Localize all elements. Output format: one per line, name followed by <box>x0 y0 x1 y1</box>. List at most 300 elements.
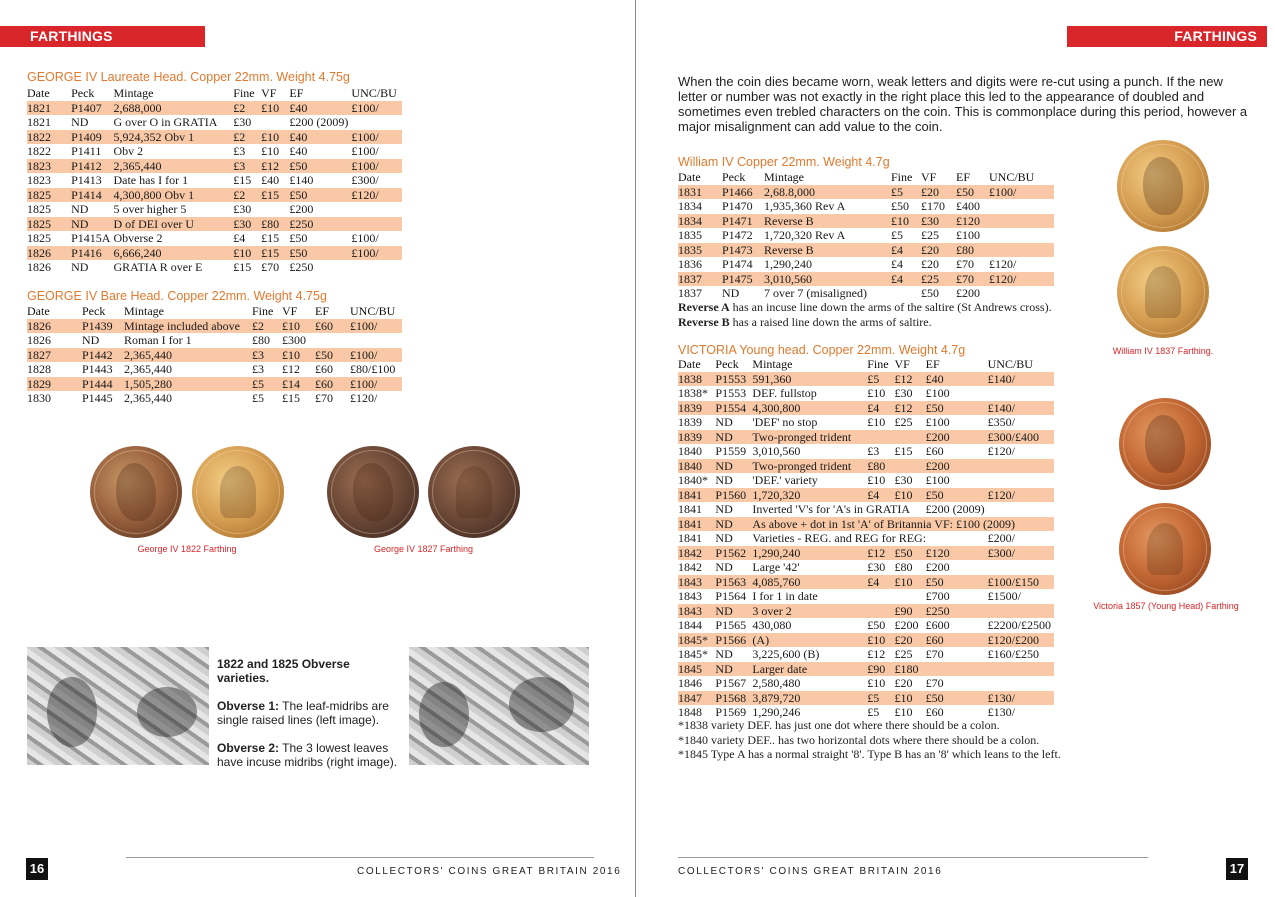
table-cell: £10 <box>894 691 925 706</box>
table-cell: £2 <box>233 130 261 145</box>
table-cell: 1,720,320 <box>752 488 867 503</box>
table-row <box>678 401 1054 416</box>
table-cell <box>867 604 894 619</box>
table-cell: P1475 <box>722 272 764 287</box>
table-cell: 1848 <box>678 705 702 720</box>
laureate-title: GEORGE IV Laureate Head. Copper 22mm. Weight 4.75g <box>27 70 350 84</box>
table-row <box>678 286 1054 301</box>
table-cell <box>988 604 1054 619</box>
table-cell: £40 <box>926 372 988 387</box>
victoria-coin-obverse <box>1119 398 1211 490</box>
table-cell: P1466 <box>722 185 764 200</box>
table-cell: £100/ <box>989 185 1054 200</box>
table-cell: £3 <box>233 159 261 174</box>
table-row <box>678 272 1054 287</box>
table-row <box>27 377 402 392</box>
table-cell: £10 <box>894 575 925 590</box>
table-cell: £80 <box>894 560 913 575</box>
table-cell: £5 <box>891 228 903 243</box>
table-cell: £80 <box>252 333 270 348</box>
table-cell: £10 <box>867 386 886 401</box>
table-row <box>27 348 402 363</box>
intro-paragraph: When the coin dies became worn, weak letters and digits were re-cut using a punch. If the new letter or number was not exactly in the right place this led to the appearance of doubled and sometimes even trebled characters on the coin. This is commonplace during this period, however a major misalignment can add value to the coin. <box>678 74 1248 134</box>
table-cell <box>351 217 402 232</box>
table-cell: £250 <box>926 604 988 619</box>
table-row <box>27 202 402 217</box>
table-row <box>678 257 1054 272</box>
table-cell: £2 <box>252 319 282 334</box>
table-cell: P1472 <box>722 228 753 243</box>
table-cell: £30 <box>894 386 913 401</box>
table-cell: P1415A <box>71 231 111 246</box>
table-cell: £4 <box>891 257 903 272</box>
table-cell: £120/ <box>988 488 1054 503</box>
column-header: Peck <box>71 86 95 101</box>
table-cell: 1826 <box>27 333 51 348</box>
column-header: VF <box>282 304 298 319</box>
table-row <box>27 173 402 188</box>
table-cell: £200 <box>925 560 950 575</box>
page-number: 16 <box>26 858 48 880</box>
table-cell <box>351 202 402 217</box>
table-cell: £4 <box>891 272 921 287</box>
table-cell: 1834 <box>678 214 722 229</box>
table-cell: 5 over higher 5 <box>113 202 187 217</box>
table-cell: 1,505,280 <box>124 377 252 392</box>
table-cell: £300/£400 <box>988 430 1054 445</box>
table-row <box>27 144 402 159</box>
column-header: Date <box>27 304 50 319</box>
left-page <box>0 0 636 897</box>
column-header: Date <box>27 86 50 101</box>
victoria-coin-reverse <box>1119 503 1211 595</box>
table-cell: £15 <box>894 444 913 459</box>
column-header: Date <box>678 170 701 185</box>
table-cell <box>894 430 925 445</box>
table-cell: Date has I for 1 <box>113 173 189 188</box>
table-cell: £10 <box>261 130 289 145</box>
table-cell: £50 <box>289 188 351 203</box>
table-cell: 1839 <box>678 430 715 445</box>
table-cell: P1442 <box>82 348 124 363</box>
table-cell: £100/ <box>351 231 379 246</box>
table-header-row <box>678 357 1054 372</box>
table-cell: £100 <box>925 473 950 488</box>
table-cell: £200 <box>926 430 988 445</box>
table-cell: £30 <box>894 473 913 488</box>
table-cell: P1416 <box>71 246 113 261</box>
table-cell: £10 <box>867 415 886 430</box>
obverse2-closeup-image <box>409 647 589 765</box>
table-cell: £50 <box>289 159 351 174</box>
table-cell: 2,365,440 <box>124 348 252 363</box>
table-row <box>678 214 1054 229</box>
table-cell: £100/ <box>350 348 402 363</box>
table-cell: ND <box>715 560 733 575</box>
table-row <box>678 386 1054 401</box>
table-cell: £80 <box>867 459 894 474</box>
table-row <box>678 676 1054 691</box>
table-cell: ND <box>71 115 89 130</box>
table-cell: 2,365,440 <box>124 391 172 406</box>
table-cell: £100 <box>925 386 950 401</box>
column-header: Mintage <box>113 86 154 101</box>
coin-1822-obverse <box>90 446 182 538</box>
table-cell: £400 <box>956 199 980 214</box>
table-cell: 'DEF' no stop <box>752 415 818 430</box>
column-header: Peck <box>82 304 106 319</box>
table-cell: P1554 <box>715 401 752 416</box>
table-cell: 1821 <box>27 101 71 116</box>
table-cell: £10 <box>261 101 289 116</box>
table-row <box>678 560 1054 575</box>
table-cell: £90 <box>894 604 925 619</box>
table-cell: As above + dot in 1st 'A' of Britannia VF: £100 (2009) <box>752 517 1054 532</box>
table-cell: ND <box>715 415 733 430</box>
table-cell: £100/ <box>351 130 402 145</box>
column-header: Fine <box>867 357 889 372</box>
table-cell: £60 <box>925 444 944 459</box>
table-cell: P1565 <box>715 618 747 633</box>
coin-1827-obverse <box>327 446 419 538</box>
table-cell: Large '42' <box>752 560 800 575</box>
table-cell: £120/ <box>987 444 1015 459</box>
table-cell: £100 <box>956 228 980 243</box>
footer-rule <box>678 857 1148 858</box>
right-page <box>637 0 1275 897</box>
table-cell: 3 over 2 <box>752 604 867 619</box>
table-row <box>678 372 1054 387</box>
column-header: Fine <box>252 304 274 319</box>
column-header: Date <box>678 357 701 372</box>
table-cell: 1841 <box>678 517 715 532</box>
table-cell: £1500/ <box>987 589 1021 604</box>
reverse-a-note: Reverse A has an incuse line down the arms of the saltire (St Andrews cross). <box>678 300 1052 314</box>
table-cell: 7 over 7 (misaligned) <box>764 286 867 301</box>
table-row <box>27 115 402 130</box>
table-cell <box>351 115 402 130</box>
table-cell: ND <box>715 647 733 662</box>
table-row <box>678 618 1054 633</box>
table-row <box>27 333 402 348</box>
column-header: Peck <box>722 170 746 185</box>
table-cell: £5 <box>867 705 880 720</box>
table-cell: £140/ <box>988 401 1054 416</box>
table-cell: 1823 <box>27 159 71 174</box>
table-row <box>678 415 1054 430</box>
table-cell: P1553 <box>715 386 747 401</box>
table-cell <box>988 662 1054 677</box>
column-header: Mintage <box>124 304 164 319</box>
table-cell: £25 <box>894 647 913 662</box>
table-cell: 3,225,600 (B) <box>752 647 820 662</box>
table-cell: £250 <box>289 217 351 232</box>
table-cell: 6,666,240 <box>113 246 233 261</box>
table-cell: £25 <box>894 415 913 430</box>
victoria-title: VICTORIA Young head. Copper 22mm. Weight 4.7g <box>678 343 966 357</box>
table-row <box>27 217 402 232</box>
table-cell: £50 <box>956 185 989 200</box>
table-row <box>27 188 402 203</box>
table-cell: £130/ <box>987 705 1015 720</box>
obverse1-closeup-image <box>27 647 209 765</box>
table-cell: 1822 <box>27 130 71 145</box>
table-row <box>678 459 1054 474</box>
table-cell: £100/ <box>350 319 402 334</box>
table-cell: ND <box>715 430 752 445</box>
table-cell: 1846 <box>678 676 702 691</box>
table-row <box>27 319 402 334</box>
varieties-heading: 1822 and 1825 Obverse varieties. <box>217 657 350 685</box>
table-cell: Two-pronged trident <box>752 459 867 474</box>
table-cell: 1845 <box>678 662 715 677</box>
table-cell: 1845* <box>678 647 708 662</box>
table-cell: 2,68.8,000 <box>764 185 891 200</box>
table-cell: ND <box>71 202 89 217</box>
william-caption: William IV 1837 Farthing. <box>1112 346 1214 356</box>
footnote: *1838 variety DEF. has just one dot where there should be a colon. <box>678 718 1000 732</box>
footer-title: COLLECTORS' COINS GREAT BRITAIN 2016 <box>678 866 943 877</box>
table-cell: £50 <box>926 691 988 706</box>
william-coin-obverse <box>1117 140 1209 232</box>
table-cell: ND <box>715 517 752 532</box>
table-cell: 1836 <box>678 257 702 272</box>
table-cell: ND <box>715 502 733 517</box>
table-cell: £12 <box>894 372 925 387</box>
table-row <box>678 604 1054 619</box>
column-header: VF <box>921 170 937 185</box>
coin-1827-reverse <box>428 446 520 538</box>
table-cell <box>867 430 894 445</box>
table-row <box>27 260 402 275</box>
table-cell <box>315 333 350 348</box>
table-cell: 1841 <box>678 531 702 546</box>
table-cell: 1843 <box>678 589 702 604</box>
table-cell: £3 <box>867 444 880 459</box>
table-cell: £4 <box>867 401 894 416</box>
table-cell: 1840* <box>678 473 708 488</box>
table-cell: P1470 <box>722 199 753 214</box>
table-cell <box>989 199 1054 214</box>
table-cell: (A) <box>752 633 867 648</box>
table-cell: £15 <box>233 260 252 275</box>
table-cell: £10 <box>282 319 315 334</box>
table-cell <box>261 202 289 217</box>
footer-rule <box>126 857 594 858</box>
table-cell: 2,365,440 <box>124 362 172 377</box>
table-cell <box>350 333 402 348</box>
table-cell: £15 <box>261 188 289 203</box>
table-cell: P1553 <box>715 372 752 387</box>
table-cell: £70 <box>925 647 944 662</box>
table-cell: £12 <box>894 401 925 416</box>
table-cell: £70 <box>925 676 944 691</box>
table-cell: £100/£150 <box>988 575 1054 590</box>
table-cell: 1,935,360 Rev A <box>764 199 846 214</box>
table-cell: £4 <box>867 488 894 503</box>
column-header: EF <box>315 304 330 319</box>
column-header: VF <box>894 357 910 372</box>
table-cell: G over O in GRATIA <box>113 115 218 130</box>
table-row <box>678 444 1054 459</box>
table-cell: £30 <box>233 217 261 232</box>
table-cell: P1443 <box>82 362 113 377</box>
table-cell: £120 <box>926 546 988 561</box>
table-cell: 4,085,760 <box>752 575 867 590</box>
table-cell: P1566 <box>715 633 752 648</box>
table-cell: £80/£100 <box>350 362 396 377</box>
table-cell: 1840 <box>678 459 715 474</box>
footnote: *1845 Type A has a normal straight '8'. Type B has an '8' which leans to the left. <box>678 747 1061 761</box>
table-cell: 3,010,560 <box>764 272 891 287</box>
table-cell: P1471 <box>722 214 764 229</box>
table-cell: £25 <box>921 272 956 287</box>
table-cell: P1562 <box>715 546 752 561</box>
table-cell: £60 <box>315 362 333 377</box>
table-cell: 1,720,320 Rev A <box>764 228 846 243</box>
table-cell: 1826 <box>27 246 71 261</box>
table-cell: 2,688,000 <box>113 101 233 116</box>
table-row <box>678 546 1054 561</box>
column-header: UNC/BU <box>989 170 1035 185</box>
table-cell <box>989 286 1054 301</box>
table-cell: 1839 <box>678 401 715 416</box>
table-cell: 'DEF.' variety <box>752 473 818 488</box>
table-cell: £12 <box>261 159 289 174</box>
table-cell: 1827 <box>27 348 82 363</box>
victoria-notes <box>678 718 1061 762</box>
table-cell: ND <box>715 459 752 474</box>
table-cell: £30 <box>921 214 956 229</box>
table-cell: £120 <box>956 214 989 229</box>
table-cell: P1413 <box>71 173 102 188</box>
table-cell: £5 <box>867 372 894 387</box>
column-header: Fine <box>233 86 255 101</box>
table-cell: £140/ <box>988 372 1054 387</box>
table-cell: 1835 <box>678 228 702 243</box>
table-row <box>678 185 1054 200</box>
table-row <box>678 647 1054 662</box>
table-cell: 3,879,720 <box>752 691 867 706</box>
table-cell: £4 <box>233 231 246 246</box>
table-cell: £20 <box>921 185 956 200</box>
table-cell: 1,290,246 <box>752 705 801 720</box>
table-cell: P1474 <box>722 257 753 272</box>
table-row <box>27 391 402 406</box>
table-cell: £70 <box>956 257 974 272</box>
table-cell: £60 <box>926 633 988 648</box>
william-table <box>678 170 1054 301</box>
table-cell: Obv 2 <box>113 144 144 159</box>
table-cell: £2 <box>233 101 261 116</box>
table-cell <box>894 589 925 604</box>
table-row <box>27 362 402 377</box>
table-cell: £70 <box>956 272 989 287</box>
table-row <box>678 633 1054 648</box>
table-cell: 1825 <box>27 188 71 203</box>
table-cell: £50 <box>289 231 308 246</box>
table-cell: P1568 <box>715 691 752 706</box>
table-cell: Larger date <box>752 662 867 677</box>
table-row <box>678 430 1054 445</box>
table-cell: ND <box>715 604 752 619</box>
column-header: UNC/BU <box>987 357 1033 372</box>
table-cell: £80 <box>956 243 989 258</box>
table-cell: £40 <box>289 144 308 159</box>
table-cell: £50 <box>926 401 988 416</box>
table-cell: 1838 <box>678 372 715 387</box>
table-cell: P1567 <box>715 676 747 691</box>
table-cell: ND <box>82 333 100 348</box>
section-header: FARTHINGS <box>0 26 205 47</box>
table-cell: P1414 <box>71 188 113 203</box>
table-row <box>678 589 1054 604</box>
table-cell: £10 <box>894 705 913 720</box>
column-header: UNC/BU <box>350 304 396 319</box>
footnote: *1840 variety DEF.. has two horizontal dots where there should be a colon. <box>678 732 1040 747</box>
table-cell: £5 <box>252 391 264 406</box>
table-cell: £50 <box>315 348 350 363</box>
table-cell: £5 <box>867 691 894 706</box>
table-cell: 1822 <box>27 144 51 159</box>
reverse-b-note: Reverse B has a raised line down the arms of saltire. <box>678 315 932 329</box>
table-cell: £20 <box>894 633 925 648</box>
table-cell: £250 <box>289 260 314 275</box>
table-cell: ND <box>71 217 113 232</box>
footer-title: COLLECTORS' COINS GREAT BRITAIN 2016 <box>357 866 622 877</box>
table-row <box>678 502 1054 517</box>
table-cell <box>988 502 1054 517</box>
page-number: 17 <box>1226 858 1248 880</box>
table-cell <box>988 676 1054 691</box>
table-cell: £120/£200 <box>988 633 1054 648</box>
obverse1-label: Obverse 1: <box>217 699 280 713</box>
table-cell: P1407 <box>71 101 113 116</box>
table-cell: 1825 <box>27 231 51 246</box>
column-header: EF <box>925 357 940 372</box>
table-cell: £50 <box>891 199 909 214</box>
column-header: EF <box>956 170 971 185</box>
table-cell: 1825 <box>27 217 71 232</box>
table-cell: £100/ <box>351 101 402 116</box>
table-cell: 1842 <box>678 546 715 561</box>
table-cell: 1837 <box>678 272 722 287</box>
table-cell: £15 <box>261 246 289 261</box>
table-cell: £60 <box>315 377 350 392</box>
table-cell: £40 <box>289 101 351 116</box>
table-cell: P1560 <box>715 488 752 503</box>
table-cell: £70 <box>261 260 280 275</box>
table-cell: £14 <box>282 377 315 392</box>
table-cell: 1838* <box>678 386 708 401</box>
table-cell: 1841 <box>678 488 715 503</box>
varieties-text <box>217 657 402 769</box>
table-cell: 591,360 <box>752 372 867 387</box>
table-cell: £3 <box>252 348 282 363</box>
table-cell: £120/ <box>989 272 1054 287</box>
table-cell: £15 <box>233 173 252 188</box>
table-cell: £10 <box>891 214 921 229</box>
table-cell: £160/£250 <box>987 647 1039 662</box>
table-cell: P1564 <box>715 589 747 604</box>
table-cell: P1445 <box>82 391 113 406</box>
table-cell <box>988 473 1054 488</box>
table-cell: 1834 <box>678 199 702 214</box>
table-cell: £60 <box>925 705 944 720</box>
table-cell: ND <box>715 662 752 677</box>
table-cell: £50 <box>926 575 988 590</box>
table-cell: £60 <box>315 319 350 334</box>
